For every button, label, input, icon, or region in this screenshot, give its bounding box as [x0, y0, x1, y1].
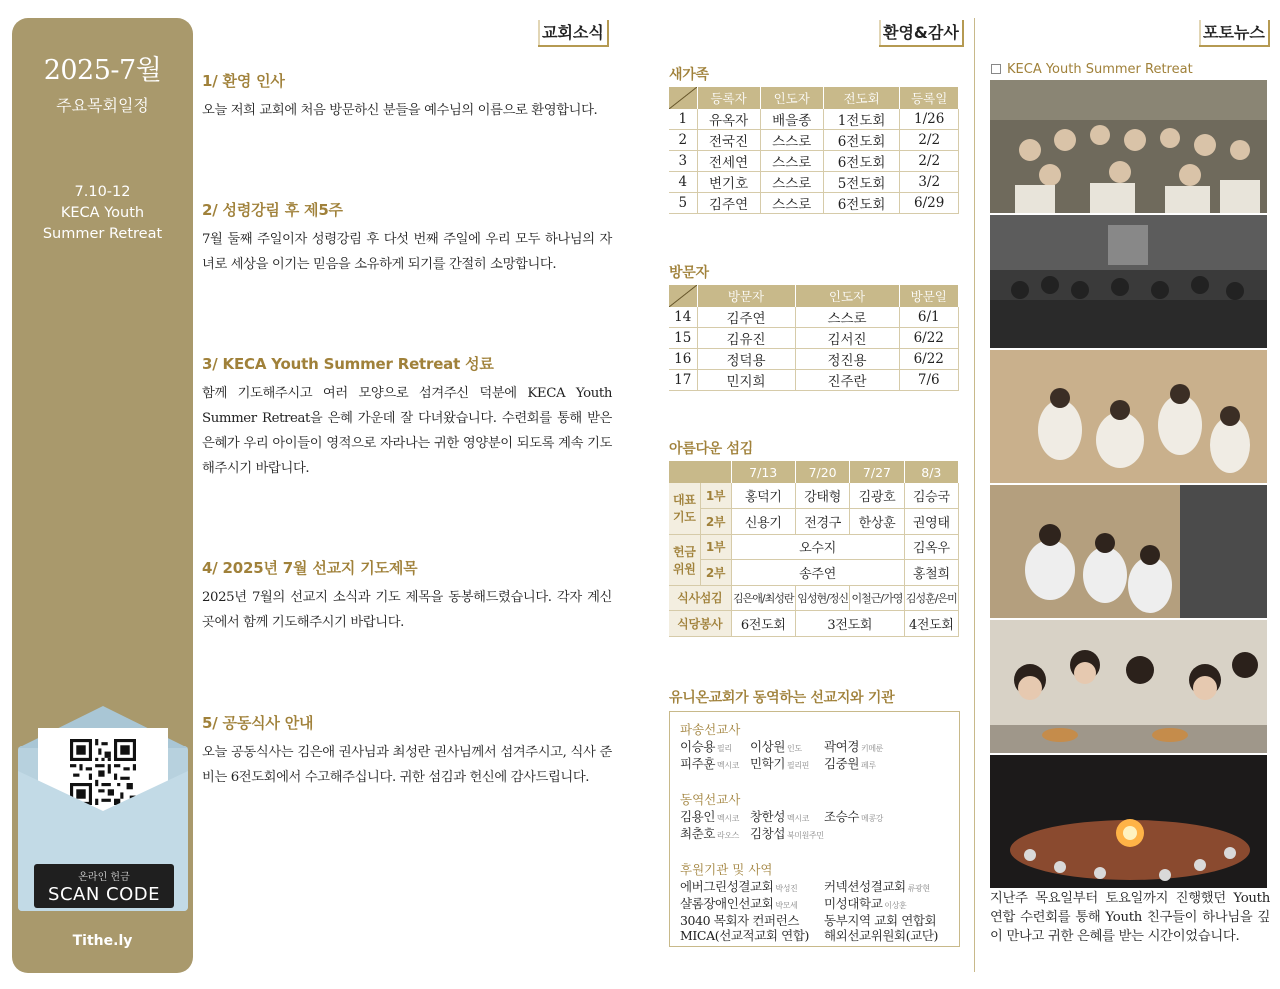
mission-row: 에버그린성결교회 박성진 커넥션성결교회 류광현	[680, 879, 930, 894]
prayer-label: 대표 기도	[669, 483, 700, 534]
visitors-table	[669, 285, 959, 391]
news-item-pentecost	[202, 199, 612, 277]
mission-group-title: 파송선교사	[680, 722, 741, 737]
tab-church-news: 교회소식	[538, 20, 609, 47]
schedule-sidebar	[12, 18, 193, 973]
column-divider	[974, 18, 975, 972]
date-header: 7/27	[850, 461, 904, 483]
table-header: 방문자	[697, 285, 795, 307]
event-name-line-1: KECA Youth	[60, 205, 145, 221]
table-row: 대표 기도 1부 홍덕기 강태형 김광호 김승국	[669, 483, 959, 509]
table-row: 2 전국진 스스로 6전도회 2/2	[669, 130, 959, 151]
table-row: 16 정덕용 정진용 6/22	[669, 349, 959, 370]
scan-code-label: SCAN CODE	[48, 884, 160, 905]
mission-row: 피주훈 멕시코 민학기 필리핀 김중원 페루	[680, 756, 876, 771]
table-row: 2부 송주연 홍철희	[669, 560, 959, 586]
news-title: 1/ 환영 인사	[202, 72, 285, 90]
envelope-graphic	[18, 706, 188, 914]
mission-group-title: 후원기관 및 사역	[680, 862, 773, 877]
mission-row: 김용인 멕시코 창한성 멕시코 조승수 메콩강	[680, 809, 884, 824]
table-row: 식당봉사 6전도회 3전도회 4전도회	[669, 611, 959, 637]
mission-row: 샬롬장애인선교회 박모세 미성대학교 이상훈	[680, 896, 907, 911]
news-body: 오늘 공동식사는 김은애 권사님과 최성란 권사님께서 섬겨주시고, 식사 준비는 6전도회에서 수고해주십니다. 귀한 섬김과 헌신에 감사드립니다.	[202, 745, 612, 785]
date-header: 8/3	[904, 461, 958, 483]
mission-row: 3040 목회자 컨퍼런스 동부지역 교회 연합회	[680, 913, 937, 928]
news-item-mission-prayer	[202, 557, 612, 635]
tithe-link[interactable]: Tithe.ly	[72, 933, 133, 949]
sidebar-subtitle: 주요목회일정	[56, 96, 149, 115]
photo-group-floor-circle[interactable]	[990, 350, 1267, 483]
sidebar-title: 2025-7월	[43, 55, 162, 86]
photo-group-games[interactable]	[990, 485, 1267, 618]
meal-label: 식사섬김	[669, 585, 731, 611]
missions-section	[669, 687, 959, 947]
visitors-title: 방문자	[669, 265, 709, 281]
photo-group-outdoor[interactable]	[990, 80, 1267, 213]
sidebar-event	[12, 182, 193, 245]
news-item-welcome	[202, 70, 612, 123]
service-title: 아름다운 섬김	[669, 441, 753, 457]
event-date: 7.10-12	[74, 184, 131, 200]
news-title: 5/ 공동식사 안내	[202, 714, 314, 732]
photo-caption: KECA Youth Summer Retreat	[991, 62, 1193, 77]
news-body: 2025년 7월의 선교지 소식과 기도 제목을 동봉해드렸습니다. 각자 계신 곳에서 함께 기도해주시기 바랍니다.	[202, 590, 612, 630]
table-row: 15 김유진 김서진 6/22	[669, 328, 959, 349]
checkbox-icon	[991, 64, 1001, 74]
visitors-section	[669, 262, 959, 391]
table-header: 전도회	[823, 87, 900, 109]
kitchen-label: 식당봉사	[669, 611, 731, 637]
missions-box	[669, 711, 960, 947]
news-body: 함께 기도해주시고 여러 모양으로 섬겨주신 덕분에 KECA Youth Summer Retreat을 은혜 가운데 잘 다녀왔습니다. 수련회를 통해 받은 은혜가 우리 아이들이 영적으로 자라나는 귀한 영양분이 되도록 계속 기도해주시기 바랍니다.	[202, 386, 612, 476]
table-header: 등록일	[900, 87, 959, 109]
tab-welcome-thanks: 환영&감사	[879, 20, 964, 47]
photo-campfire[interactable]	[990, 755, 1267, 888]
table-row: 17 민지희 진주란 7/6	[669, 370, 959, 391]
news-title: 4/ 2025년 7월 선교지 기도제목	[202, 559, 418, 577]
offering-label: 헌금 위원	[669, 534, 700, 585]
table-row: 2부 신용기 전경구 한상훈 권영태	[669, 509, 959, 535]
service-section	[669, 438, 959, 637]
news-body: 오늘 저희 교회에 처음 방문하신 분들을 예수님의 이름으로 환영합니다.	[202, 103, 598, 118]
date-header: 7/13	[731, 461, 795, 483]
mission-row: MICA(선교적교회 연합) 해외선교위원회(교단)	[680, 928, 939, 943]
tab-photo-news: 포토뉴스	[1199, 20, 1270, 47]
photo-news-text: 지난주 목요일부터 토요일까지 진행했던 Youth 연합 수련회를 통해 Youth 친구들이 하나님을 깊이 만나고 귀한 은혜를 받는 시간이었습니다.	[990, 891, 1270, 944]
news-title: 3/ KECA Youth Summer Retreat 성료	[202, 355, 494, 373]
mission-group-title: 동역선교사	[680, 792, 741, 807]
date-header: 7/20	[795, 461, 849, 483]
photo-group-meal[interactable]	[990, 620, 1267, 753]
new-family-table	[669, 87, 959, 214]
new-family-title: 새가족	[669, 67, 709, 83]
table-row: 식사섬김 김은애/최성란 임성현/정신 이철근/가영 김성훈/은미	[669, 585, 959, 611]
photo-group-hall[interactable]	[990, 215, 1267, 348]
scan-online-offering-label: 온라인 헌금	[78, 872, 130, 883]
table-row: 4 변기호 스스로 5전도회 3/2	[669, 172, 959, 193]
table-row: 1 유옥자 배을종 1전도회 1/26	[669, 109, 959, 130]
missions-title: 유니온교회가 동역하는 선교지와 기관	[669, 690, 895, 706]
photo-gallery	[990, 80, 1267, 890]
news-item-retreat	[202, 353, 612, 481]
table-row: 3 전세연 스스로 6전도회 2/2	[669, 151, 959, 172]
mission-row: 최춘호 라오스 김창섭 북미원주민	[680, 826, 824, 841]
table-header: 방문일	[899, 285, 959, 307]
scan-code-badge[interactable]	[34, 864, 174, 908]
event-name-line-2: Summer Retreat	[42, 226, 163, 242]
table-header: 인도자	[760, 87, 823, 109]
table-row: 5 김주연 스스로 6전도회 6/29	[669, 193, 959, 214]
table-row: 헌금 위원 1부 오수지 김옥우	[669, 534, 959, 560]
table-row: 14 김주연 스스로 6/1	[669, 307, 959, 328]
news-title: 2/ 성령강림 후 제5주	[202, 201, 343, 219]
service-table	[669, 461, 959, 637]
news-item-meal	[202, 712, 612, 790]
news-body: 7월 둘째 주일이자 성령강림 후 다섯 번째 주일에 우리 모두 하나님의 자녀로 세상을 이기는 믿음을 소유하게 되기를 간절히 소망합니다.	[202, 232, 612, 272]
table-header: 등록자	[697, 87, 760, 109]
mission-row: 이승용 필리 이상원 인도 곽여경 키메룬	[680, 739, 884, 754]
table-header: 인도자	[795, 285, 899, 307]
new-family-section	[669, 64, 959, 214]
